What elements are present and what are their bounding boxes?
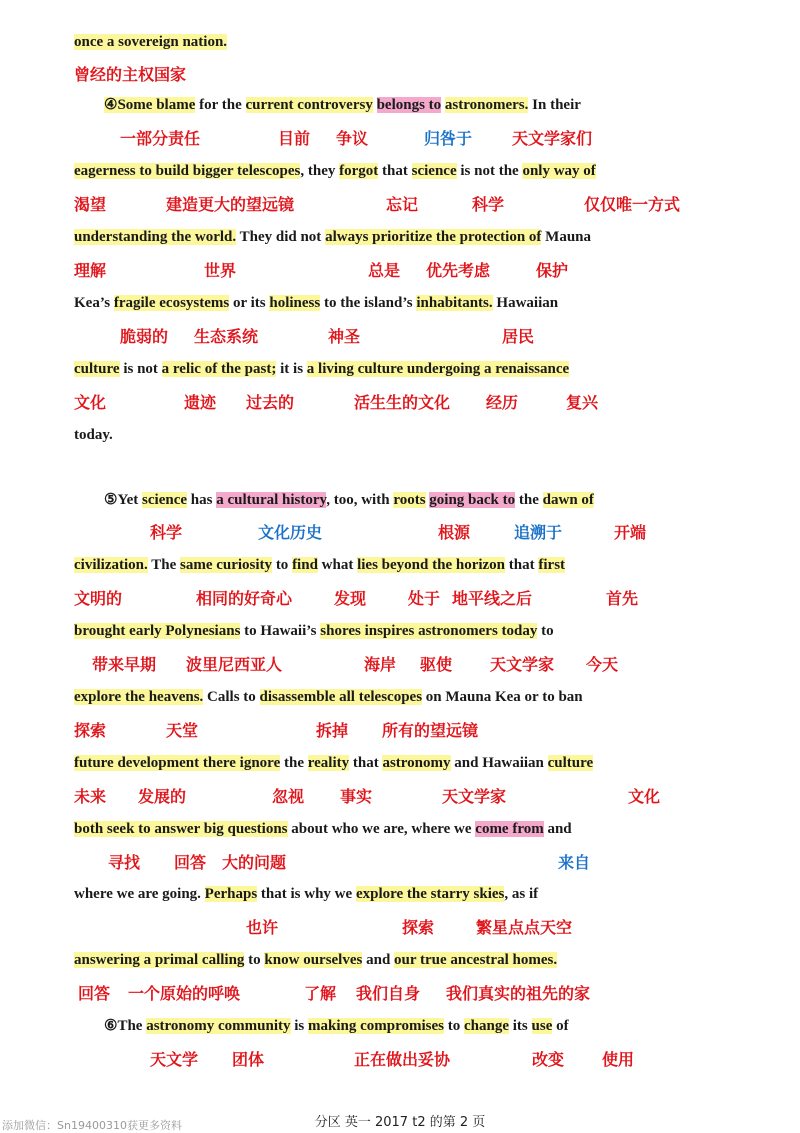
gloss: 发现 (334, 589, 367, 608)
text: to the island’s (320, 295, 417, 311)
gloss: 所有的望远镜 (382, 721, 479, 740)
gloss: 海岸 (364, 655, 397, 674)
highlight: making compromises (308, 1018, 445, 1034)
chinese-gloss-line (74, 652, 724, 676)
highlight: holiness (269, 295, 321, 311)
highlight: a living culture undergoing a renaissance (306, 361, 570, 377)
gloss: 拆掉 (316, 721, 349, 740)
highlight: explore the starry skies (355, 886, 505, 902)
highlight: culture (74, 361, 120, 377)
text: that (349, 755, 383, 771)
text: to (244, 952, 265, 968)
english-line (74, 816, 724, 842)
highlight: ④Some blame (104, 97, 196, 113)
gloss: 正在做出妥协 (354, 1050, 451, 1069)
highlight: inhabitants. (416, 295, 493, 311)
gloss: 保护 (536, 261, 569, 280)
gloss: 来自 (558, 853, 591, 872)
gloss: 居民 (502, 327, 535, 346)
gloss: 波里尼西亚人 (186, 655, 283, 674)
highlight: astronomy (382, 755, 451, 771)
text: and (543, 821, 572, 837)
highlight: Perhaps (204, 886, 258, 902)
gloss: 复兴 (566, 393, 599, 412)
highlight-pink: a cultural history (216, 492, 327, 508)
english-line (74, 224, 724, 250)
english-line (74, 881, 724, 907)
english-line (74, 750, 724, 776)
chinese-gloss-line (74, 520, 724, 544)
text: , as if (504, 886, 539, 902)
chinese-gloss-line (74, 62, 724, 86)
chinese-gloss-line (74, 981, 724, 1005)
highlight: find (292, 557, 318, 573)
gloss: 渴望 (74, 195, 107, 214)
gloss: 目前 (278, 129, 311, 148)
gloss: 神圣 (328, 327, 361, 346)
gloss: 相同的好奇心 (196, 589, 293, 608)
text: to Hawaii’s (240, 623, 321, 639)
highlight: fragile ecosystems (113, 295, 230, 311)
highlight: dawn of (542, 492, 594, 508)
text: what (317, 557, 358, 573)
highlight: astronomy community (146, 1018, 291, 1034)
text: on Mauna Kea or to ban (422, 689, 583, 705)
english-line (104, 92, 754, 118)
gloss: 繁星点点天空 (476, 918, 573, 937)
gloss: 追溯于 (514, 523, 563, 542)
text: that (378, 163, 412, 179)
gloss: 总是 (368, 261, 401, 280)
highlight: culture (547, 755, 594, 771)
gloss: 回答 (174, 853, 207, 872)
highlight: once a sovereign nation. (74, 34, 228, 50)
highlight: future development there ignore (74, 755, 281, 771)
highlight: answering a primal calling (74, 952, 245, 968)
gloss: 一个原始的呼唤 (128, 984, 241, 1003)
text: Mauna (541, 229, 591, 245)
gloss: 科学 (150, 523, 183, 542)
highlight: same curiosity (179, 557, 273, 573)
chinese-gloss-line (74, 258, 724, 282)
highlight: forgot (339, 163, 379, 179)
gloss: 仅仅唯一方式 (584, 195, 681, 214)
gloss: 大的问题 (222, 853, 287, 872)
highlight: current controversy (245, 97, 373, 113)
gloss: 建造更大的望远镜 (166, 195, 295, 214)
gloss: 地平线之后 (452, 589, 533, 608)
gloss: 寻找 (108, 853, 141, 872)
gloss: 生态系统 (194, 327, 259, 346)
highlight: shores inspires astronomers today (320, 623, 538, 639)
gloss: 归咎于 (424, 129, 473, 148)
text: it is (276, 361, 307, 377)
highlight: first (538, 557, 566, 573)
gloss: 忽视 (272, 787, 305, 806)
gloss: 经历 (486, 393, 519, 412)
gloss: 文明的 (74, 589, 123, 608)
english-line (104, 1013, 754, 1039)
gloss: 我们真实的祖先的家 (446, 984, 591, 1003)
text: ⑥The (104, 1018, 147, 1034)
highlight-pink: belongs to (376, 97, 442, 113)
highlight: roots (393, 492, 426, 508)
highlight: reality (307, 755, 350, 771)
gloss: 发展的 (138, 787, 187, 806)
gloss: 文化历史 (258, 523, 323, 542)
chinese-gloss-line (74, 784, 724, 808)
highlight: astronomers. (444, 97, 529, 113)
text: to (444, 1018, 465, 1034)
gloss: 世界 (204, 261, 237, 280)
gloss: 一部分责任 (120, 129, 201, 148)
gloss: 首先 (606, 589, 639, 608)
highlight: disassemble all telescopes (259, 689, 423, 705)
gloss: 过去的 (246, 393, 295, 412)
text: or its (229, 295, 270, 311)
gloss: 文化 (74, 393, 107, 412)
gloss: 团体 (232, 1050, 265, 1069)
english-line (74, 618, 724, 644)
chinese-gloss-line (74, 586, 724, 610)
gloss: 了解 (304, 984, 337, 1003)
gloss: 回答 (78, 984, 111, 1003)
gloss: 脆弱的 (120, 327, 169, 346)
highlight: eagerness to build bigger telescopes (74, 163, 301, 179)
chinese-gloss-line (74, 1047, 724, 1071)
highlight: both seek to answer big questions (74, 821, 288, 837)
gloss: 探索 (402, 918, 435, 937)
text: that (505, 557, 539, 573)
gloss: 遗迹 (184, 393, 217, 412)
text: of (552, 1018, 569, 1034)
highlight: lies beyond the horizon (357, 557, 506, 573)
text: Calls to (203, 689, 260, 705)
text: and (362, 952, 395, 968)
chinese-gloss-line (74, 915, 724, 939)
text: is not the (456, 163, 523, 179)
chinese-gloss-line (74, 850, 724, 874)
highlight: science (142, 492, 188, 508)
english-line (104, 487, 754, 513)
gloss: 根源 (438, 523, 471, 542)
highlight: civilization. (74, 557, 148, 573)
text: that is why we (257, 886, 356, 902)
highlight: always prioritize the protection of (325, 229, 542, 245)
text: its (509, 1018, 532, 1034)
text: to (537, 623, 554, 639)
gloss: 活生生的文化 (354, 393, 451, 412)
text: the (515, 492, 543, 508)
english-line (74, 684, 724, 710)
highlight: brought early Polynesians (74, 623, 241, 639)
english-line (74, 422, 724, 448)
english-line (74, 290, 724, 316)
chinese-gloss-line (74, 718, 724, 742)
text: to (272, 557, 293, 573)
text: the (280, 755, 308, 771)
highlight: change (464, 1018, 510, 1034)
gloss: 天文学 (150, 1050, 199, 1069)
english-line (74, 29, 724, 55)
text: is (290, 1018, 309, 1034)
gloss: 天文学家 (442, 787, 507, 806)
highlight-pink: come from (475, 821, 544, 837)
text: for the (195, 97, 246, 113)
highlight: understanding the world. (74, 229, 237, 245)
gloss: 改变 (532, 1050, 565, 1069)
gloss: 争议 (336, 129, 369, 148)
page-footer: 分区 英一 2017 t2 的第 2 页 (314, 1115, 486, 1130)
highlight: only way of (522, 163, 596, 179)
gloss: 未来 (74, 787, 107, 806)
gloss: 驱使 (420, 655, 453, 674)
gloss: 优先考虑 (426, 261, 491, 280)
english-line (74, 552, 724, 578)
text: where we are going. (74, 886, 205, 902)
text: , they (300, 163, 340, 179)
gloss: 处于 (408, 589, 441, 608)
chinese-gloss-line (74, 126, 724, 150)
text: today. (74, 427, 113, 443)
chinese-gloss-line (74, 192, 724, 216)
text: and Hawaiian (450, 755, 548, 771)
text: ⑤Yet (104, 492, 143, 508)
gloss: 也许 (246, 918, 279, 937)
gloss: 天文学家 (490, 655, 555, 674)
gloss: 事实 (340, 787, 373, 806)
gloss: 科学 (472, 195, 505, 214)
text: They did not (236, 229, 326, 245)
watermark-text: 添加微信：Sn19400310获更多资料 (2, 1119, 182, 1132)
highlight: science (411, 163, 457, 179)
english-line (74, 158, 724, 184)
gloss: 今天 (586, 655, 619, 674)
highlight: know ourselves (264, 952, 363, 968)
gloss: 带来早期 (92, 655, 157, 674)
gloss: 曾经的主权国家 (74, 65, 187, 84)
highlight: explore the heavens. (74, 689, 204, 705)
gloss: 我们自身 (356, 984, 421, 1003)
text: In their (528, 97, 581, 113)
gloss: 探索 (74, 721, 107, 740)
text: The (147, 557, 180, 573)
highlight: our true ancestral homes. (394, 952, 558, 968)
gloss: 天文学家们 (512, 129, 593, 148)
gloss: 理解 (74, 261, 107, 280)
text: about who we are, where we (287, 821, 476, 837)
text: is not (119, 361, 162, 377)
text: Hawaiian (492, 295, 559, 311)
gloss: 天堂 (166, 721, 199, 740)
highlight: a relic of the past; (161, 361, 277, 377)
highlight-pink: going back to (429, 492, 516, 508)
text: Kea’s (74, 295, 114, 311)
gloss: 开端 (614, 523, 647, 542)
gloss: 忘记 (386, 195, 419, 214)
text: , too, with (326, 492, 394, 508)
highlight: use (531, 1018, 553, 1034)
gloss: 文化 (628, 787, 661, 806)
english-line (74, 947, 724, 973)
chinese-gloss-line (74, 390, 724, 414)
text: has (187, 492, 217, 508)
gloss: 使用 (602, 1050, 635, 1069)
chinese-gloss-line (74, 324, 724, 348)
english-line (74, 356, 724, 382)
